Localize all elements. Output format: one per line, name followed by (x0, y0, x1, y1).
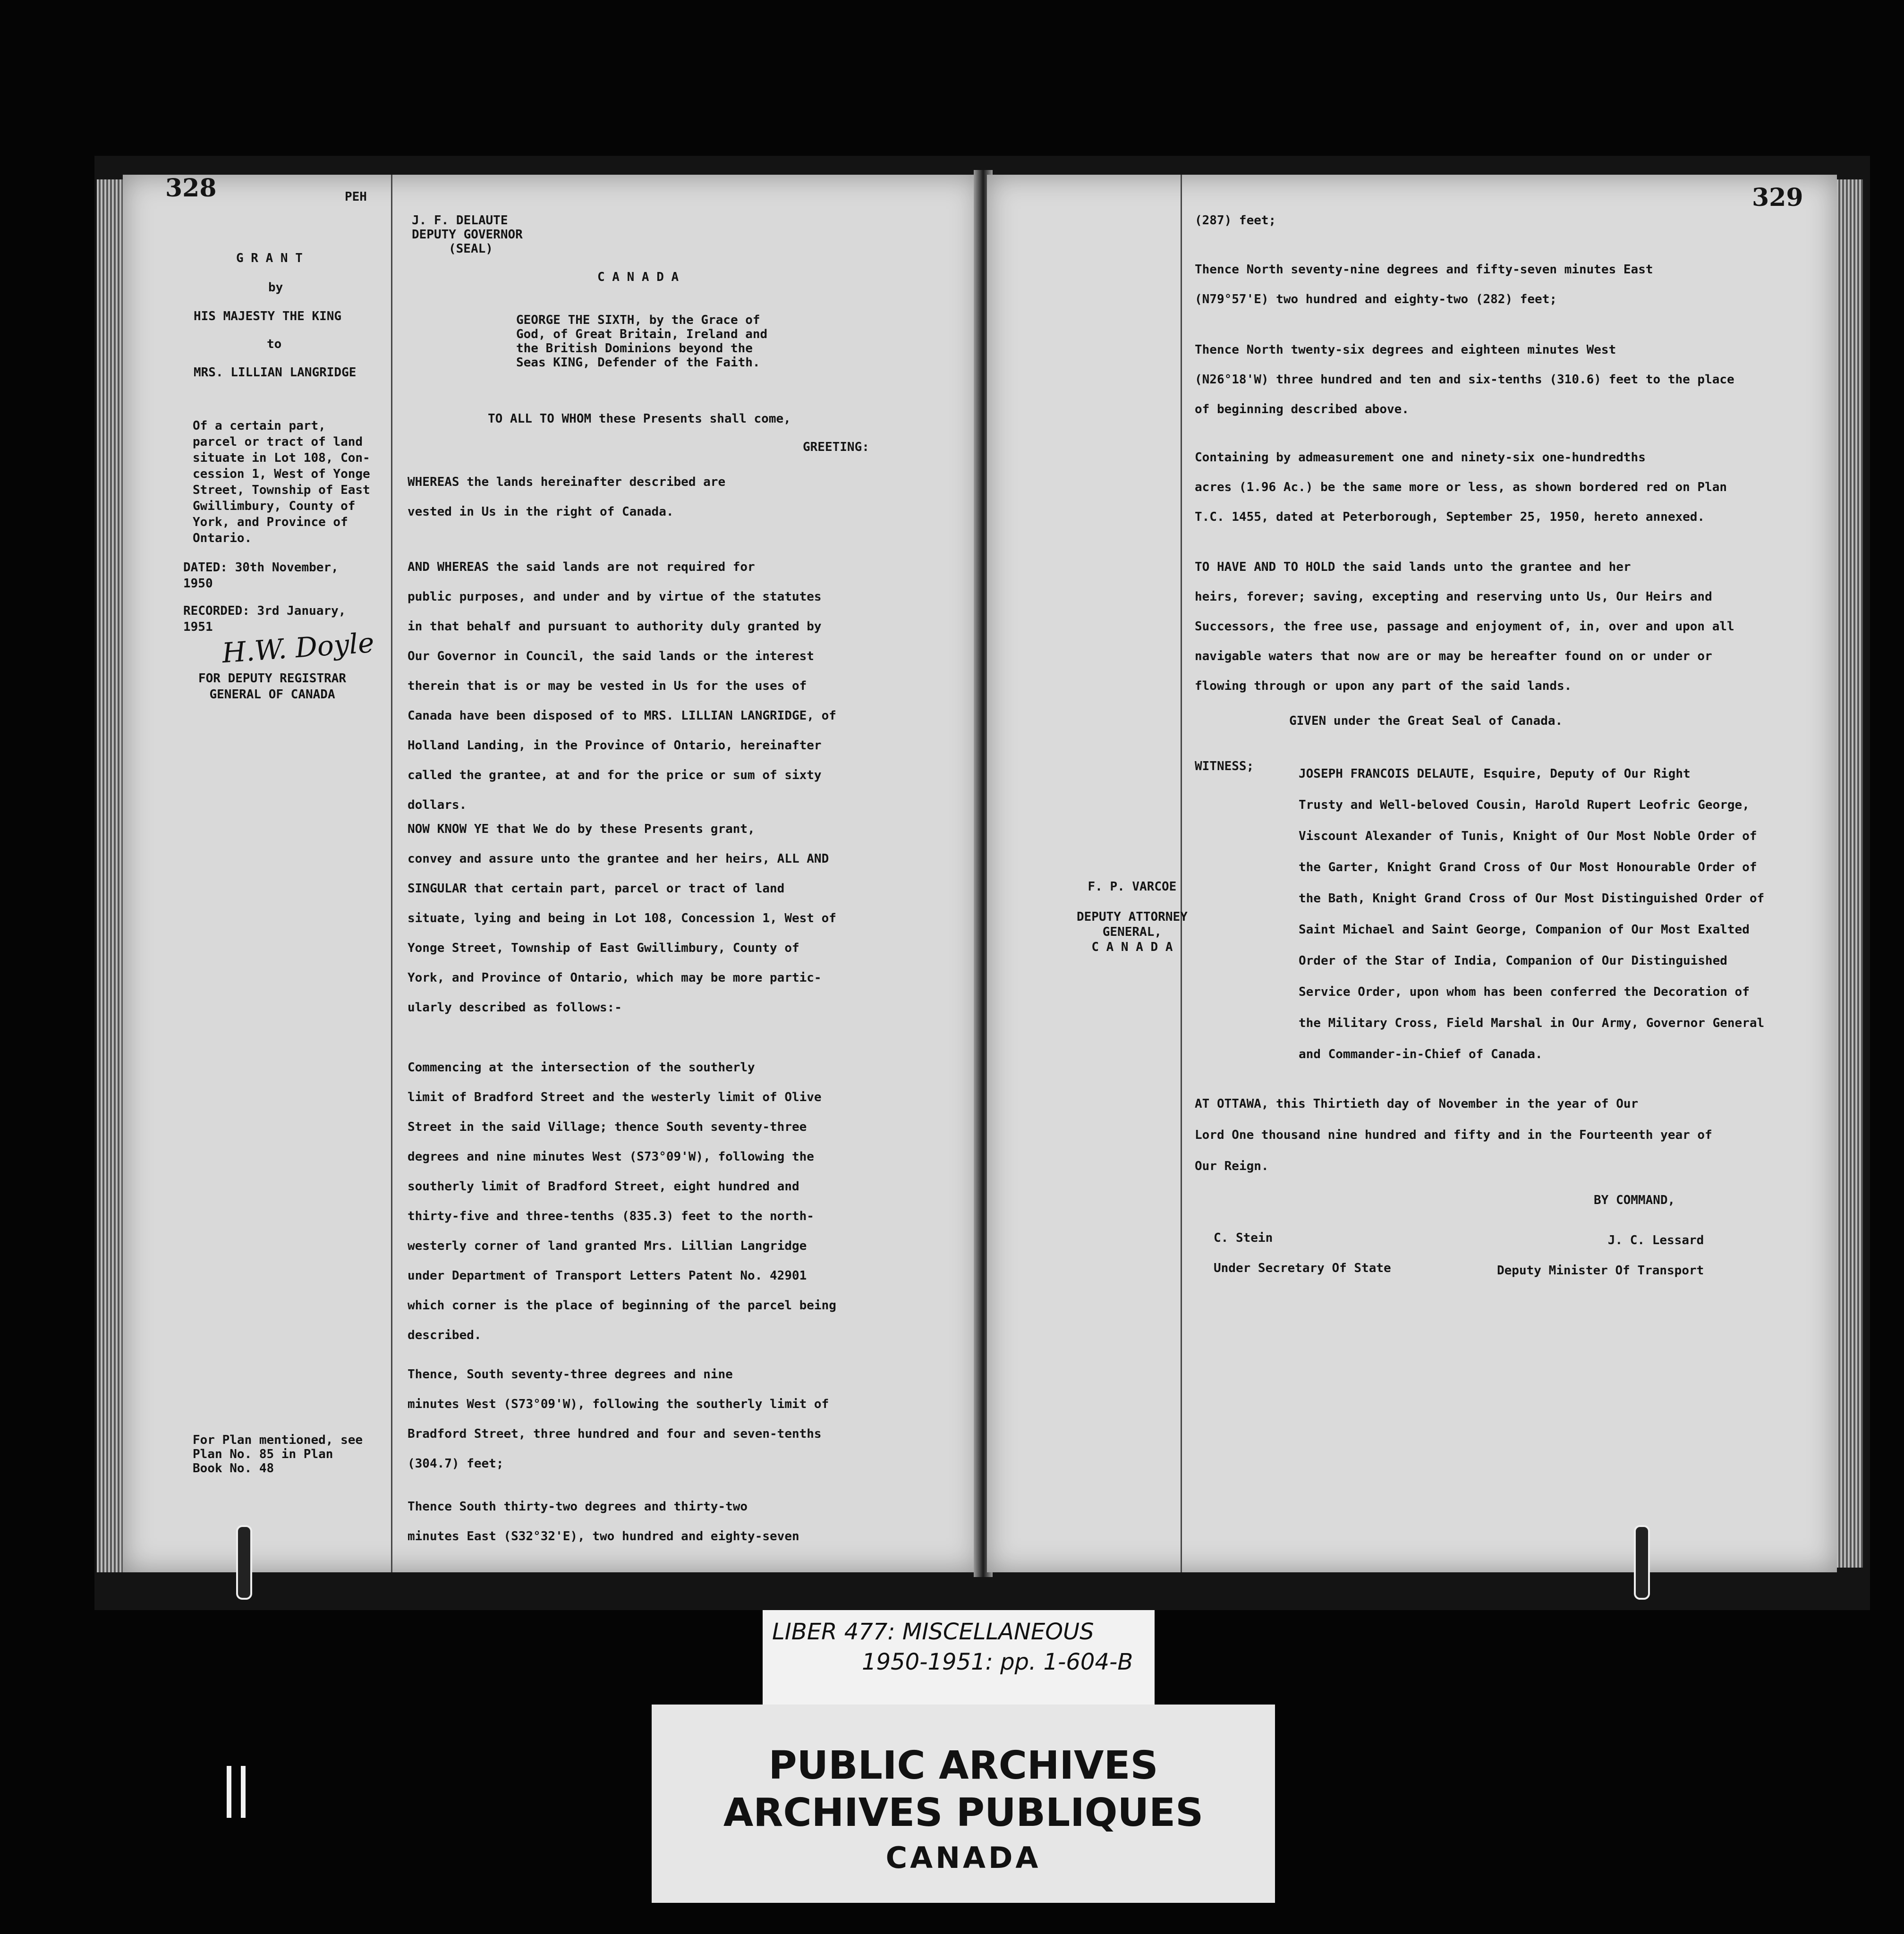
film-mark-2 (241, 1766, 246, 1818)
right-page-edges (1835, 179, 1863, 1568)
recorded-note: RECORDED: 3rd January, 1951 (183, 604, 346, 634)
at-ottawa-paragraph: AT OTTAWA, this Thirtieth day of November in the year of Our Lord One thousand nine hundred and fifty and in the Fourteenth year of Our Reign. (1195, 1097, 1712, 1173)
greeting: GREETING: (803, 440, 869, 454)
witness-label: WITNESS; (1195, 759, 1254, 773)
margin-grant-to: to (267, 337, 282, 351)
registrar-signature: H.W. Doyle (221, 626, 375, 670)
thence-south-paragraph: Thence South thirty-two degrees and thirty-two minutes East (S32°32'E), two hundred and eighty-seven (408, 1500, 799, 1544)
whereas-paragraph: WHEREAS the lands hereinafter described are vested in Us in the right of Canada. (408, 475, 726, 519)
clerk-initials: PEH (345, 190, 367, 204)
containing-paragraph: Containing by admeasurement one and ninety-six one-hundredths acres (1.96 Ac.) be the same more or less, as shown bordered red on Plan T.C. 1455, dated at Peterborough, September 25, 1950, hereto annexed. (1195, 450, 1727, 524)
liber-label (763, 1610, 1155, 1709)
deputy-title: DEPUTY GOVERNOR (412, 228, 523, 242)
archives-country: CANADA (885, 1841, 1041, 1875)
registrar-title: FOR DEPUTY REGISTRAR GENERAL OF CANADA (198, 671, 347, 702)
right-page-clip (1634, 1525, 1650, 1600)
margin-parcel-description: Of a certain part, parcel or tract of land situate in Lot 108, Con- cession 1, West of Yonge Street, Township of East Gwillimbury, County of York, and Province of Ontario. (193, 419, 370, 545)
liber-line-2: 1950-1951: pp. 1-604-B (862, 1649, 1133, 1675)
archives-english: PUBLIC ARCHIVES (768, 1743, 1158, 1788)
royal-style: GEORGE THE SIXTH, by the Grace of God, of Great Britain, Ireland and the British Dominions beyond the Seas KING, Defender of the Faith. (516, 313, 768, 370)
page-number-left: 328 (165, 175, 217, 203)
feet-continuation: (287) feet; (1195, 213, 1276, 228)
left-margin-rule (391, 175, 392, 1572)
margin-grant-title: G R A N T (236, 251, 303, 265)
margin-grantee: MRS. LILLIAN LANGRIDGE (194, 365, 357, 380)
film-mark-1 (227, 1766, 231, 1818)
left-page-edges (97, 179, 125, 1572)
thence-north-east-paragraph: Thence North seventy-nine degrees and fifty-seven minutes East (N79°57'E) two hundred and eighty-two (282) feet; (1195, 263, 1653, 306)
dated-note: DATED: 30th November, 1950 (183, 560, 339, 591)
under-secretary-signature: C. Stein Under Secretary Of State (1214, 1231, 1391, 1275)
left-page-clip (236, 1525, 252, 1600)
by-command: BY COMMAND, (1594, 1193, 1675, 1207)
thence-west-paragraph: Thence, South seventy-three degrees and nine minutes West (S73°09'W), following the southerly limit of Bradford Street, three hundred and four and seven-tenths (304.7) feet; (408, 1367, 829, 1471)
to-all-line: TO ALL TO WHOM these Presents shall come, (488, 412, 791, 426)
liber-line-1: LIBER 477: MISCELLANEOUS (772, 1619, 1094, 1645)
page-number-right: 329 (1752, 183, 1803, 212)
and-whereas-paragraph: AND WHEREAS the said lands are not required for public purposes, and under and by virtue of the statutes in that behalf and pursuant to authority duly granted by Our Governor in Council, the said lands or the interest therein that is or may be vested in Us for the uses of Canada have been disposed of to MRS. LILLIAN LANGRIDGE, of Holland Landing, in the Province of Ontario, hereinafter called the grantee, at and for the price or sum of sixty dollars. (408, 560, 836, 812)
margin-grantor: HIS MAJESTY THE KING (194, 309, 342, 323)
archives-french: ARCHIVES PUBLIQUES (723, 1790, 1204, 1835)
seal-note: (SEAL) (449, 242, 493, 256)
deputy-minister-signature: J. C. Lessard Deputy Minister Of Transport (1497, 1233, 1704, 1278)
now-know-ye-paragraph: NOW KNOW YE that We do by these Presents grant, convey and assure unto the grantee and her heirs, ALL AND SINGULAR that certain part, parcel or tract of land situate, lying and being in Lot 108, Concession 1, West of Yonge Street, Township of East Gwillimbury, County of York, and Province of Ontario, which may be more partic- ularly described as follows:- (408, 822, 836, 1015)
deputy-name: J. F. DELAUTE (412, 213, 508, 228)
archives-label (652, 1705, 1275, 1903)
thence-north-west-paragraph: Thence North twenty-six degrees and eighteen minutes West (N26°18'W) three hundred and ten and six-tenths (310.6) feet to the place of beginning described above. (1195, 343, 1734, 416)
right-margin-rule (1181, 175, 1182, 1572)
canada-heading: C A N A D A (597, 270, 679, 284)
right-page (987, 175, 1837, 1572)
left-page (123, 175, 980, 1572)
plan-note: For Plan mentioned, see Plan No. 85 in Plan Book No. 48 (193, 1433, 363, 1476)
deputy-attorney-general: F. P. VARCOE DEPUTY ATTORNEY GENERAL, C A N A D A (1077, 880, 1188, 954)
margin-grant-by: by (268, 280, 283, 295)
witness-paragraph: JOSEPH FRANCOIS DELAUTE, Esquire, Deputy of Our Right Trusty and Well-beloved Cousin, Harold Rupert Leofric George, Viscount Alexander of Tunis, Knight of Our Most Noble Order of the Garter, Knight Grand Cross of Our Most Honourable Order of the Bath, Knight Grand Cross of Our Most Distinguished Order of Saint Michael and Saint George, Companion of Our Most Exalted Order of the Star of India, Companion of Our Distinguished Service Order, upon whom has been conferred the Decoration of the Military Cross, Field Marshal in Our Army, Governor General and Commander-in-Chief of Canada. (1299, 767, 1765, 1061)
great-seal-line: GIVEN under the Great Seal of Canada. (1289, 714, 1563, 728)
habendum-paragraph: TO HAVE AND TO HOLD the said lands unto the grantee and her heirs, forever; saving, excepting and reserving unto Us, Our Heirs and Successors, the free use, passage and enjoyment of, in, over and upon all navigable waters that now are or may be hereafter found on or under or flowing through or upon any part of the said lands. (1195, 560, 1734, 693)
commencing-paragraph: Commencing at the intersection of the southerly limit of Bradford Street and the westerly limit of Olive Street in the said Village; thence South seventy-three degrees and nine minutes West (S73°09'W), following the southerly limit of Bradford Street, eight hundred and thirty-five and three-tenths (835.3) feet to the north- westerly corner of land granted Mrs. Lillian Langridge under Department of Transport Letters Patent No. 42901 which corner is the place of beginning of the parcel being described. (408, 1060, 836, 1342)
